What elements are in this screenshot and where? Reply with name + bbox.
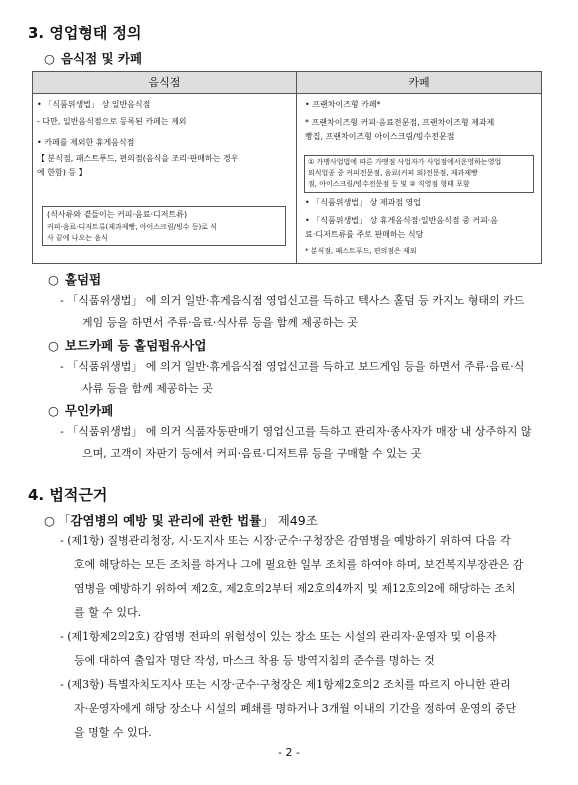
section-4-title: 4. 법적근거 [28,486,108,504]
table-header-restaurant: 음식점 [33,72,297,94]
circle-bullet-icon: ○ [48,403,59,418]
cafe-item: • 「식품위생법」 상 휴게음식점·일반음식점 중 커피·음 [305,216,499,225]
restaurant-note-box [42,206,286,246]
law-clause: 을 명할 수 있다. [74,726,152,739]
note-line: 외식업종 중 커피전문점, 음료(커피 외)전문점, 제과제빵 [308,169,478,177]
restaurant-item: • 카페를 제외한 휴게음식점 [37,138,135,147]
section-3-title: 3. 영업형태 정의 [28,24,142,42]
restaurant-item: 에 한함) 등 】 [37,168,87,177]
cafe-note-box [304,155,534,193]
unmanned-title: ○ 무인카페 [48,403,114,418]
law-clause: 등에 대하여 출입자 명단 작성, 마스크 착용 등 방역지침의 준수를 명하는 것 [74,654,435,667]
law-clause: - (제3항) 특별자치도지사 또는 시장·군수·구청장은 제1항제2호의2 조치를 따르지 아니한 관리 [60,678,511,691]
category-table [32,71,542,264]
law-reference: ○ 「감염병의 예방 및 관리에 관한 법률」 제49조 [44,513,318,528]
restaurant-item: 【 분식점, 패스트푸드, 편의점(음식을 조리·판매하는 경우 [37,154,239,163]
cafe-item: • 프랜차이즈형 카페* [305,100,381,109]
note-line: ① 가맹사업법에 따른 가맹점 사업자가 사업점에서운영하는영업 [308,158,502,166]
unmanned-desc: - 「식품위생법」 에 의거 식품자동판매기 영업신고를 득하고 관리자·종사자가 매장 내 상주하지 않 [60,425,532,438]
note-line: 사 끝에 나오는 음식 [47,234,108,242]
cafe-item: 료·디저트류를 주로 판매하는 식당 [305,230,424,239]
law-clause: 염병을 예방하기 위하여 제2호, 제2호의2부터 제2호의4까지 및 제12호의2에 해당하는 조치 [74,582,516,595]
table-divider [296,94,297,263]
cafe-item: * 프랜차이즈형 커피·음료전문점, 프랜차이즈형 제과제 [305,118,495,127]
cafe-item: • 「식품위생법」 상 제과점 영업 [305,198,421,207]
circle-bullet-icon: ○ [48,338,59,353]
circle-bullet-icon: ○ [48,272,59,287]
circle-bullet-icon: ○ [44,51,55,66]
holdem-title: ○ 홀덤펍 [48,272,102,287]
boardcafe-desc: 사류 등을 함께 제공하는 곳 [82,382,213,395]
circle-bullet-icon: ○ [44,513,55,528]
law-clause: - (제1항) 질병관리청장, 시·도지사 또는 시장·군수·구청장은 감염병을 예방하기 위하여 다음 각 [60,534,511,547]
unmanned-desc: 으며, 고객이 자판기 등에서 커피·음료·디저트류 등을 구매할 수 있는 곳 [82,447,422,460]
cafe-item: 빵집, 프랜차이즈형 아이스크림/빙수전문점 [305,132,455,141]
subsection-restaurant-cafe: ○ 음식점 및 카페 [44,51,143,66]
law-clause: 호에 해당하는 모든 조치를 하거나 그에 필요한 일부 조치를 하여야 하며, 보건복지부장관은 감 [74,558,524,571]
law-clause: - (제1항제2의2호) 감염병 전파의 위험성이 있는 장소 또는 시설의 관리자·운영자 및 이용자 [60,630,497,643]
restaurant-item: - 다만, 일반음식점으로 등록된 카페는 제외 [37,117,187,126]
page-number: - 2 - [278,746,300,759]
cafe-item: * 분식점, 패스트푸드, 편의점은 제외 [305,247,417,255]
law-clause: 자·운영자에게 해당 장소나 시설의 폐쇄를 명하거나 3개월 이내의 기간을 정하여 운영의 중단 [74,702,517,715]
table-header-cafe: 카페 [297,72,541,94]
holdem-desc: 게임 등을 하면서 주류·음료·식사류 등을 함께 제공하는 곳 [82,316,358,329]
note-line: 점, 아이스크림/빙수전문점 등 및 ② 직영점 형태 포함 [308,180,470,188]
boardcafe-title: ○ 보드카페 등 홀덤펍유사업 [48,338,207,353]
note-line: 커피·음료·디저트류(제과제빵, 아이스크림/빙수 등)로 식 [47,223,217,231]
boardcafe-desc: - 「식품위생법」 에 의거 일반·휴게음식점 영업신고를 득하고 보드게임 등을 하면서 주류·음료·식 [60,360,525,373]
note-line: (식사류와 곁들이는 커피·음료·디저트류) [47,210,188,219]
law-clause: 를 할 수 있다. [74,606,142,619]
restaurant-item: • 「식품위생법」 상 일반음식점 [37,100,151,109]
holdem-desc: - 「식품위생법」 에 의거 일반·휴게음식점 영업신고를 득하고 텍사스 홀덤 등 카지노 형태의 카드 [60,294,525,307]
